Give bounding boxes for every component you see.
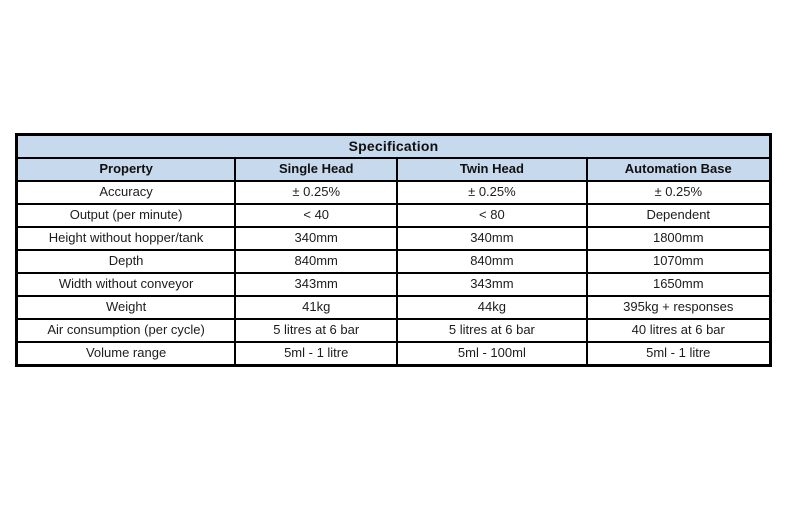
cell-single-head: 5ml - 1 litre: [235, 342, 397, 366]
column-header-single-head: Single Head: [235, 158, 397, 181]
table-row-height: [17, 227, 771, 250]
cell-twin-head: 44kg: [397, 296, 586, 319]
table-row-air-consumption: [17, 319, 771, 342]
column-header-automation-base: Automation Base: [587, 158, 771, 181]
cell-single-head: 340mm: [235, 227, 397, 250]
cell-twin-head: 343mm: [397, 273, 586, 296]
specification-table: [15, 133, 772, 367]
cell-automation-base: Dependent: [587, 204, 771, 227]
column-header-row: [17, 158, 771, 181]
cell-twin-head: 5 litres at 6 bar: [397, 319, 586, 342]
cell-twin-head: 840mm: [397, 250, 586, 273]
cell-twin-head: ± 0.25%: [397, 181, 586, 204]
cell-single-head: < 40: [235, 204, 397, 227]
cell-property: Volume range: [17, 342, 236, 366]
cell-automation-base: 1070mm: [587, 250, 771, 273]
cell-twin-head: 340mm: [397, 227, 586, 250]
cell-single-head: ± 0.25%: [235, 181, 397, 204]
table-row-volume-range: [17, 342, 771, 366]
cell-twin-head: < 80: [397, 204, 586, 227]
cell-property: Accuracy: [17, 181, 236, 204]
cell-single-head: 343mm: [235, 273, 397, 296]
cell-single-head: 41kg: [235, 296, 397, 319]
table-title: Specification: [17, 135, 771, 159]
cell-property: Width without conveyor: [17, 273, 236, 296]
cell-single-head: 5 litres at 6 bar: [235, 319, 397, 342]
cell-automation-base: 40 litres at 6 bar: [587, 319, 771, 342]
cell-automation-base: ± 0.25%: [587, 181, 771, 204]
cell-property: Weight: [17, 296, 236, 319]
cell-automation-base: 1650mm: [587, 273, 771, 296]
cell-property: Air consumption (per cycle): [17, 319, 236, 342]
cell-twin-head: 5ml - 100ml: [397, 342, 586, 366]
table-row-accuracy: [17, 181, 771, 204]
cell-property: Depth: [17, 250, 236, 273]
cell-property: Output (per minute): [17, 204, 236, 227]
table-title-row: [17, 135, 771, 159]
column-header-twin-head: Twin Head: [397, 158, 586, 181]
cell-property: Height without hopper/tank: [17, 227, 236, 250]
table-row-weight: [17, 296, 771, 319]
cell-automation-base: 395kg + responses: [587, 296, 771, 319]
table-row-output: [17, 204, 771, 227]
column-header-property: Property: [17, 158, 236, 181]
cell-automation-base: 5ml - 1 litre: [587, 342, 771, 366]
table-row-depth: [17, 250, 771, 273]
table-row-width: [17, 273, 771, 296]
cell-single-head: 840mm: [235, 250, 397, 273]
cell-automation-base: 1800mm: [587, 227, 771, 250]
